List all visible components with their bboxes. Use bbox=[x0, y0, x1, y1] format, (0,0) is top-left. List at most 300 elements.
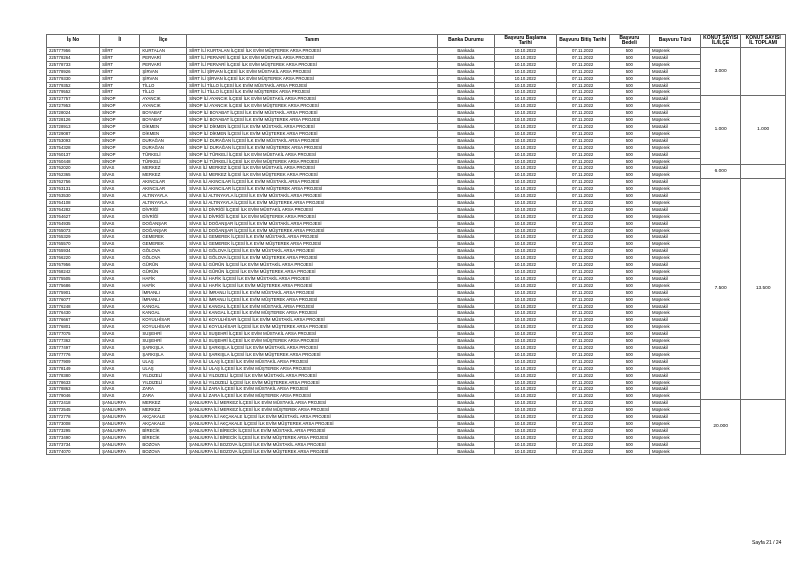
cell-il: SİNOP bbox=[100, 110, 140, 117]
cell-baslama-tarihi: 10.10.2022 bbox=[495, 199, 557, 206]
cell-tanim: SİVAS İLİ ŞARKIŞLA İLÇESİ İLK EVİM MÜSTAKİL ARSA PROJESİ bbox=[187, 344, 438, 351]
cell-is-no: 225760137 bbox=[47, 151, 100, 158]
konut-sayisi-il-toplami: 1.000 bbox=[741, 96, 786, 165]
cell-is-no: 225765934 bbox=[47, 248, 100, 255]
cell-basvuru-turu: Müşterek bbox=[650, 282, 701, 289]
cell-banka-durumu: Bankada bbox=[437, 427, 494, 434]
cell-banka-durumu: Bankada bbox=[437, 68, 494, 75]
cell-il: SİVAS bbox=[100, 303, 140, 310]
cell-is-no: 225776248 bbox=[47, 303, 100, 310]
cell-basvuru-bedeli: 500 bbox=[609, 324, 649, 331]
cell-banka-durumu: Bankada bbox=[437, 199, 494, 206]
cell-basvuru-turu: Müşterek bbox=[650, 324, 701, 331]
cell-il: SİNOP bbox=[100, 103, 140, 110]
table-row bbox=[47, 199, 786, 206]
cell-ilce: MERKEZ bbox=[140, 400, 187, 407]
table-row bbox=[47, 296, 786, 303]
table-row bbox=[47, 420, 786, 427]
cell-baslama-tarihi: 10.10.2022 bbox=[495, 96, 557, 103]
cell-ilce: DİKMEN bbox=[140, 130, 187, 137]
cell-ilce: PERVARİ bbox=[140, 61, 187, 68]
cell-ilce: BOYABAT bbox=[140, 110, 187, 117]
table-row bbox=[47, 130, 786, 137]
cell-basvuru-turu: Müşterek bbox=[650, 338, 701, 345]
cell-bitis-tarihi: 07.11.2022 bbox=[556, 165, 609, 172]
cell-banka-durumu: Bankada bbox=[437, 248, 494, 255]
cell-tanim: SİİRT İLİ ŞİRVAN İLÇESİ İLK EVİM MÜSTAKİL ARSA PROJESİ bbox=[187, 68, 438, 75]
cell-banka-durumu: Bankada bbox=[437, 310, 494, 317]
table-row bbox=[47, 75, 786, 82]
cell-il: ŞANLIURFA bbox=[100, 420, 140, 427]
cell-basvuru-turu: Müstakil bbox=[650, 262, 701, 269]
ilk-evim-arsa-table bbox=[46, 34, 786, 455]
table-row bbox=[47, 96, 786, 103]
cell-basvuru-turu: Müstakil bbox=[650, 386, 701, 393]
cell-basvuru-bedeli: 500 bbox=[609, 344, 649, 351]
cell-bitis-tarihi: 07.11.2022 bbox=[556, 54, 609, 61]
cell-il: SİİRT bbox=[100, 82, 140, 89]
table-row bbox=[47, 186, 786, 193]
cell-is-no: 225728126 bbox=[47, 117, 100, 124]
cell-ilce: GEMEREK bbox=[140, 234, 187, 241]
cell-basvuru-bedeli: 500 bbox=[609, 61, 649, 68]
cell-basvuru-bedeli: 500 bbox=[609, 427, 649, 434]
cell-baslama-tarihi: 10.10.2022 bbox=[495, 227, 557, 234]
cell-is-no: 225762756 bbox=[47, 179, 100, 186]
cell-basvuru-bedeli: 500 bbox=[609, 386, 649, 393]
cell-bitis-tarihi: 07.11.2022 bbox=[556, 282, 609, 289]
cell-baslama-tarihi: 10.10.2022 bbox=[495, 351, 557, 358]
table-row bbox=[47, 338, 786, 345]
cell-tanim: SİVAS İLİ MERKEZ İLÇESİ İLK EVİM MÜSTAKİL ARSA PROJESİ bbox=[187, 165, 438, 172]
cell-bitis-tarihi: 07.11.2022 bbox=[556, 296, 609, 303]
cell-tanim: SİVAS İLİ YILDIZELİ İLÇESİ İLK EVİM MÜŞTEREK ARSA PROJESİ bbox=[187, 379, 438, 386]
cell-il: SİİRT bbox=[100, 54, 140, 61]
table-row bbox=[47, 144, 786, 151]
cell-basvuru-bedeli: 500 bbox=[609, 172, 649, 179]
cell-baslama-tarihi: 10.10.2022 bbox=[495, 75, 557, 82]
cell-is-no: 225774070 bbox=[47, 448, 100, 455]
cell-is-no: 225776667 bbox=[47, 317, 100, 324]
cell-basvuru-turu: Müşterek bbox=[650, 351, 701, 358]
table-row bbox=[47, 414, 786, 421]
cell-baslama-tarihi: 10.10.2022 bbox=[495, 434, 557, 441]
cell-bitis-tarihi: 07.11.2022 bbox=[556, 186, 609, 193]
cell-basvuru-bedeli: 500 bbox=[609, 400, 649, 407]
cell-basvuru-bedeli: 500 bbox=[609, 282, 649, 289]
cell-baslama-tarihi: 10.10.2022 bbox=[495, 193, 557, 200]
cell-basvuru-bedeli: 500 bbox=[609, 186, 649, 193]
cell-bitis-tarihi: 07.11.2022 bbox=[556, 338, 609, 345]
cell-tanim: SİİRT İLİ PERVARİ İLÇESİ İLK EVİM MÜŞTEREK ARSA PROJESİ bbox=[187, 61, 438, 68]
cell-basvuru-turu: Müşterek bbox=[650, 61, 701, 68]
cell-ilce: KANGAL bbox=[140, 303, 187, 310]
cell-baslama-tarihi: 10.10.2022 bbox=[495, 400, 557, 407]
cell-banka-durumu: Bankada bbox=[437, 365, 494, 372]
cell-ilce: DURAĞAN bbox=[140, 137, 187, 144]
cell-banka-durumu: Bankada bbox=[437, 386, 494, 393]
cell-il: ŞANLIURFA bbox=[100, 427, 140, 434]
cell-banka-durumu: Bankada bbox=[437, 282, 494, 289]
cell-il: SİVAS bbox=[100, 317, 140, 324]
table-row bbox=[47, 324, 786, 331]
cell-basvuru-turu: Müşterek bbox=[650, 89, 701, 96]
cell-baslama-tarihi: 10.10.2022 bbox=[495, 241, 557, 248]
cell-ilce: TÜRKELİ bbox=[140, 158, 187, 165]
cell-ilce: SUŞEHRİ bbox=[140, 331, 187, 338]
cell-tanim: SİVAS İLİ ALTINYAYLA İLÇESİ İLK EVİM MÜŞTEREK ARSA PROJESİ bbox=[187, 199, 438, 206]
konut-sayisi-il-toplami bbox=[741, 165, 786, 179]
cell-banka-durumu: Bankada bbox=[437, 48, 494, 55]
cell-tanim: ŞANLIURFA İLİ BİRECİK İLÇESİ İLK EVİM MÜSTAKİL ARSA PROJESİ bbox=[187, 427, 438, 434]
cell-basvuru-turu: Müşterek bbox=[650, 103, 701, 110]
table-row bbox=[47, 393, 786, 400]
cell-ilce: KOYULHİSAR bbox=[140, 324, 187, 331]
cell-tanim: SİVAS İLİ DOĞANŞAR İLÇESİ İLK EVİM MÜSTAKİL ARSA PROJESİ bbox=[187, 220, 438, 227]
table-row bbox=[47, 179, 786, 186]
cell-basvuru-bedeli: 500 bbox=[609, 358, 649, 365]
cell-baslama-tarihi: 10.10.2022 bbox=[495, 331, 557, 338]
cell-basvuru-turu: Müşterek bbox=[650, 379, 701, 386]
cell-baslama-tarihi: 10.10.2022 bbox=[495, 220, 557, 227]
cell-is-no: 225776077 bbox=[47, 296, 100, 303]
cell-is-no: 225764282 bbox=[47, 206, 100, 213]
cell-banka-durumu: Bankada bbox=[437, 372, 494, 379]
cell-bitis-tarihi: 07.11.2022 bbox=[556, 331, 609, 338]
cell-il: SİVAS bbox=[100, 351, 140, 358]
cell-tanim: SİİRT İLİ KURTALAN İLÇESİ İLK EVİM MÜŞTEREK ARSA PROJESİ bbox=[187, 48, 438, 55]
cell-il: SİİRT bbox=[100, 68, 140, 75]
cell-is-no: 225779046 bbox=[47, 393, 100, 400]
cell-ilce: AKINCILAR bbox=[140, 186, 187, 193]
col-basvuru-bedeli: Başvuru Bedeli bbox=[609, 35, 649, 48]
cell-il: SİVAS bbox=[100, 338, 140, 345]
cell-basvuru-turu: Müşterek bbox=[650, 186, 701, 193]
cell-basvuru-bedeli: 500 bbox=[609, 414, 649, 421]
table-row bbox=[47, 275, 786, 282]
cell-basvuru-bedeli: 500 bbox=[609, 110, 649, 117]
cell-il: SİVAS bbox=[100, 296, 140, 303]
cell-ilce: İMRANLI bbox=[140, 289, 187, 296]
table-row bbox=[47, 310, 786, 317]
cell-basvuru-turu: Müstakil bbox=[650, 414, 701, 421]
cell-is-no: 225777497 bbox=[47, 344, 100, 351]
cell-baslama-tarihi: 10.10.2022 bbox=[495, 414, 557, 421]
cell-baslama-tarihi: 10.10.2022 bbox=[495, 123, 557, 130]
cell-is-no: 225778926 bbox=[47, 68, 100, 75]
cell-il: SİVAS bbox=[100, 193, 140, 200]
cell-is-no: 225754328 bbox=[47, 144, 100, 151]
cell-baslama-tarihi: 10.10.2022 bbox=[495, 89, 557, 96]
konut-sayisi-ilce: 1.000 bbox=[700, 96, 740, 165]
cell-il: SİVAS bbox=[100, 358, 140, 365]
cell-banka-durumu: Bankada bbox=[437, 220, 494, 227]
cell-il: SİVAS bbox=[100, 379, 140, 386]
cell-basvuru-bedeli: 500 bbox=[609, 68, 649, 75]
cell-banka-durumu: Bankada bbox=[437, 227, 494, 234]
cell-basvuru-bedeli: 500 bbox=[609, 137, 649, 144]
cell-basvuru-bedeli: 500 bbox=[609, 103, 649, 110]
cell-basvuru-bedeli: 500 bbox=[609, 448, 649, 455]
cell-is-no: 225778733 bbox=[47, 61, 100, 68]
cell-is-no: 225764108 bbox=[47, 199, 100, 206]
cell-ilce: TİLLO bbox=[140, 82, 187, 89]
cell-tanim: SİVAS İLİ ZARA İLÇESİ İLK EVİM MÜSTAKİL ARSA PROJESİ bbox=[187, 386, 438, 393]
table-row bbox=[47, 241, 786, 248]
cell-basvuru-turu: Müşterek bbox=[650, 75, 701, 82]
cell-tanim: ŞANLIURFA İLİ AKÇAKALE İLÇESİ İLK EVİM MÜŞTEREK ARSA PROJESİ bbox=[187, 420, 438, 427]
cell-bitis-tarihi: 07.11.2022 bbox=[556, 123, 609, 130]
table-row bbox=[47, 172, 786, 179]
cell-baslama-tarihi: 10.10.2022 bbox=[495, 386, 557, 393]
cell-il: SİİRT bbox=[100, 61, 140, 68]
cell-tanim: ŞANLIURFA İLİ AKÇAKALE İLÇESİ İLK EVİM MÜSTAKİL ARSA PROJESİ bbox=[187, 414, 438, 421]
cell-tanim: SİNOP İLİ AYANCIK İLÇESİ İLK EVİM MÜSTAKİL ARSA PROJESİ bbox=[187, 96, 438, 103]
table-row bbox=[47, 441, 786, 448]
cell-basvuru-turu: Müstakil bbox=[650, 427, 701, 434]
cell-is-no: 225764935 bbox=[47, 220, 100, 227]
table-row bbox=[47, 407, 786, 414]
cell-baslama-tarihi: 10.10.2022 bbox=[495, 130, 557, 137]
cell-il: SİVAS bbox=[100, 331, 140, 338]
cell-is-no: 225775505 bbox=[47, 275, 100, 282]
cell-ilce: TİLLO bbox=[140, 89, 187, 96]
cell-basvuru-turu: Müstakil bbox=[650, 400, 701, 407]
cell-basvuru-turu: Müşterek bbox=[650, 393, 701, 400]
table-row bbox=[47, 386, 786, 393]
cell-banka-durumu: Bankada bbox=[437, 379, 494, 386]
cell-tanim: SİNOP İLİ DİKMEN İLÇESİ İLK EVİM MÜSTAKİL ARSA PROJESİ bbox=[187, 123, 438, 130]
cell-baslama-tarihi: 10.10.2022 bbox=[495, 213, 557, 220]
cell-bitis-tarihi: 07.11.2022 bbox=[556, 420, 609, 427]
cell-ilce: YILDIZELİ bbox=[140, 379, 187, 386]
col-konut-sayisi-ilce: KONUT SAYISI İL/İLÇE bbox=[700, 35, 740, 48]
cell-is-no: 225765570 bbox=[47, 241, 100, 248]
cell-baslama-tarihi: 10.10.2022 bbox=[495, 372, 557, 379]
cell-tanim: SİVAS İLİ GÜRÜN İLÇESİ İLK EVİM MÜSTAKİL ARSA PROJESİ bbox=[187, 262, 438, 269]
cell-il: SİVAS bbox=[100, 227, 140, 234]
cell-bitis-tarihi: 07.11.2022 bbox=[556, 68, 609, 75]
table-row bbox=[47, 331, 786, 338]
cell-baslama-tarihi: 10.10.2022 bbox=[495, 324, 557, 331]
cell-baslama-tarihi: 10.10.2022 bbox=[495, 269, 557, 276]
cell-banka-durumu: Bankada bbox=[437, 358, 494, 365]
cell-banka-durumu: Bankada bbox=[437, 275, 494, 282]
cell-bitis-tarihi: 07.11.2022 bbox=[556, 324, 609, 331]
col-banka-durumu: Banka Durumu bbox=[437, 35, 494, 48]
cell-basvuru-turu: Müstakil bbox=[650, 289, 701, 296]
cell-basvuru-bedeli: 500 bbox=[609, 96, 649, 103]
cell-tanim: SİVAS İLİ DOĞANŞAR İLÇESİ İLK EVİM MÜŞTEREK ARSA PROJESİ bbox=[187, 227, 438, 234]
cell-basvuru-bedeli: 500 bbox=[609, 117, 649, 124]
cell-banka-durumu: Bankada bbox=[437, 393, 494, 400]
table-row bbox=[47, 269, 786, 276]
cell-is-no: 225776801 bbox=[47, 324, 100, 331]
konut-sayisi-il-toplami: 13.500 bbox=[741, 179, 786, 400]
cell-bitis-tarihi: 07.11.2022 bbox=[556, 75, 609, 82]
cell-bitis-tarihi: 07.11.2022 bbox=[556, 82, 609, 89]
cell-is-no: 225753093 bbox=[47, 137, 100, 144]
cell-basvuru-turu: Müşterek bbox=[650, 365, 701, 372]
cell-basvuru-bedeli: 500 bbox=[609, 199, 649, 206]
cell-banka-durumu: Bankada bbox=[437, 193, 494, 200]
cell-basvuru-bedeli: 500 bbox=[609, 296, 649, 303]
table-row bbox=[47, 262, 786, 269]
cell-basvuru-turu: Müşterek bbox=[650, 117, 701, 124]
cell-baslama-tarihi: 10.10.2022 bbox=[495, 186, 557, 193]
cell-tanim: SİVAS İLİ İMRANLI İLÇESİ İLK EVİM MÜSTAKİL ARSA PROJESİ bbox=[187, 289, 438, 296]
cell-basvuru-turu: Müstakil bbox=[650, 110, 701, 117]
cell-tanim: SİNOP İLİ DURAĞAN İLÇESİ İLK EVİM MÜŞTEREK ARSA PROJESİ bbox=[187, 144, 438, 151]
cell-banka-durumu: Bankada bbox=[437, 241, 494, 248]
cell-basvuru-bedeli: 500 bbox=[609, 234, 649, 241]
table-row bbox=[47, 110, 786, 117]
cell-basvuru-bedeli: 500 bbox=[609, 158, 649, 165]
table-row bbox=[47, 282, 786, 289]
cell-il: SİVAS bbox=[100, 344, 140, 351]
cell-banka-durumu: Bankada bbox=[437, 351, 494, 358]
cell-ilce: DOĞANŞAR bbox=[140, 227, 187, 234]
cell-il: SİVAS bbox=[100, 165, 140, 172]
cell-is-no: 225777909 bbox=[47, 358, 100, 365]
cell-tanim: SİNOP İLİ TÜRKELİ İLÇESİ İLK EVİM MÜSTAKİL ARSA PROJESİ bbox=[187, 151, 438, 158]
cell-bitis-tarihi: 07.11.2022 bbox=[556, 172, 609, 179]
cell-bitis-tarihi: 07.11.2022 bbox=[556, 386, 609, 393]
table-row bbox=[47, 289, 786, 296]
cell-basvuru-turu: Müstakil bbox=[650, 206, 701, 213]
cell-tanim: SİNOP İLİ BOYABAT İLÇESİ İLK EVİM MÜSTAKİL ARSA PROJESİ bbox=[187, 110, 438, 117]
cell-il: SİNOP bbox=[100, 96, 140, 103]
table-row bbox=[47, 61, 786, 68]
cell-ilce: GÜRÜN bbox=[140, 269, 187, 276]
cell-tanim: SİVAS İLİ GEMEREK İLÇESİ İLK EVİM MÜSTAKİL ARSA PROJESİ bbox=[187, 234, 438, 241]
col-tanim: Tanım bbox=[187, 35, 438, 48]
cell-basvuru-turu: Müstakil bbox=[650, 248, 701, 255]
cell-basvuru-bedeli: 500 bbox=[609, 75, 649, 82]
cell-ilce: ZARA bbox=[140, 393, 187, 400]
cell-il: SİNOP bbox=[100, 151, 140, 158]
table-row bbox=[47, 137, 786, 144]
cell-ilce: DOĞANŞAR bbox=[140, 220, 187, 227]
cell-basvuru-turu: Müstakil bbox=[650, 441, 701, 448]
cell-basvuru-bedeli: 500 bbox=[609, 227, 649, 234]
cell-tanim: SİVAS İLİ KANGAL İLÇESİ İLK EVİM MÜSTAKİL ARSA PROJESİ bbox=[187, 303, 438, 310]
table-row bbox=[47, 165, 786, 172]
cell-il: SİVAS bbox=[100, 206, 140, 213]
cell-baslama-tarihi: 10.10.2022 bbox=[495, 393, 557, 400]
cell-il: SİVAS bbox=[100, 386, 140, 393]
cell-bitis-tarihi: 07.11.2022 bbox=[556, 227, 609, 234]
cell-bitis-tarihi: 07.11.2022 bbox=[556, 199, 609, 206]
cell-ilce: ALTINYAYLA bbox=[140, 199, 187, 206]
cell-is-no: 225766220 bbox=[47, 255, 100, 262]
cell-is-no: 225778633 bbox=[47, 379, 100, 386]
table-row bbox=[47, 123, 786, 130]
cell-basvuru-bedeli: 500 bbox=[609, 82, 649, 89]
cell-banka-durumu: Bankada bbox=[437, 338, 494, 345]
cell-il: SİNOP bbox=[100, 117, 140, 124]
cell-basvuru-turu: Müşterek bbox=[650, 130, 701, 137]
cell-ilce: ULAŞ bbox=[140, 365, 187, 372]
cell-banka-durumu: Bankada bbox=[437, 331, 494, 338]
cell-bitis-tarihi: 07.11.2022 bbox=[556, 289, 609, 296]
cell-bitis-tarihi: 07.11.2022 bbox=[556, 96, 609, 103]
cell-basvuru-turu: Müstakil bbox=[650, 137, 701, 144]
page-number: Sayfa 21 / 24 bbox=[752, 540, 782, 546]
cell-is-no: 225765073 bbox=[47, 227, 100, 234]
cell-baslama-tarihi: 10.10.2022 bbox=[495, 110, 557, 117]
col-konut-sayisi-il: KONUT SAYISI İL TOPLAMI bbox=[741, 35, 786, 48]
cell-baslama-tarihi: 10.10.2022 bbox=[495, 151, 557, 158]
cell-is-no: 225778863 bbox=[47, 386, 100, 393]
table-row bbox=[47, 54, 786, 61]
cell-banka-durumu: Bankada bbox=[437, 303, 494, 310]
cell-tanim: SİVAS İLİ GÖLOVA İLÇESİ İLK EVİM MÜŞTEREK ARSA PROJESİ bbox=[187, 255, 438, 262]
cell-basvuru-turu: Müstakil bbox=[650, 220, 701, 227]
cell-ilce: ŞARKIŞLA bbox=[140, 351, 187, 358]
cell-tanim: SİVAS İLİ SUŞEHRİ İLÇESİ İLK EVİM MÜSTAKİL ARSA PROJESİ bbox=[187, 331, 438, 338]
cell-ilce: ŞİRVAN bbox=[140, 75, 187, 82]
table-row bbox=[47, 400, 786, 407]
cell-banka-durumu: Bankada bbox=[437, 54, 494, 61]
cell-il: SİVAS bbox=[100, 172, 140, 179]
cell-bitis-tarihi: 07.11.2022 bbox=[556, 351, 609, 358]
cell-tanim: SİVAS İLİ ŞARKIŞLA İLÇESİ İLK EVİM MÜŞTEREK ARSA PROJESİ bbox=[187, 351, 438, 358]
cell-ilce: AYANCIK bbox=[140, 96, 187, 103]
cell-baslama-tarihi: 10.10.2022 bbox=[495, 137, 557, 144]
cell-basvuru-bedeli: 500 bbox=[609, 165, 649, 172]
cell-banka-durumu: Bankada bbox=[437, 344, 494, 351]
cell-tanim: SİVAS İLİ DİVRİĞİ İLÇESİ İLK EVİM MÜSTAKİL ARSA PROJESİ bbox=[187, 206, 438, 213]
cell-basvuru-bedeli: 500 bbox=[609, 193, 649, 200]
cell-baslama-tarihi: 10.10.2022 bbox=[495, 82, 557, 89]
cell-baslama-tarihi: 10.10.2022 bbox=[495, 420, 557, 427]
cell-ilce: GEMEREK bbox=[140, 241, 187, 248]
cell-basvuru-turu: Müşterek bbox=[650, 158, 701, 165]
cell-il: SİİRT bbox=[100, 48, 140, 55]
cell-bitis-tarihi: 07.11.2022 bbox=[556, 241, 609, 248]
table-row bbox=[47, 227, 786, 234]
cell-is-no: 225778149 bbox=[47, 365, 100, 372]
cell-basvuru-bedeli: 500 bbox=[609, 255, 649, 262]
cell-banka-durumu: Bankada bbox=[437, 61, 494, 68]
cell-is-no: 225762020 bbox=[47, 165, 100, 172]
cell-baslama-tarihi: 10.10.2022 bbox=[495, 344, 557, 351]
cell-basvuru-bedeli: 500 bbox=[609, 123, 649, 130]
cell-baslama-tarihi: 10.10.2022 bbox=[495, 407, 557, 414]
cell-tanim: SİVAS İLİ ULAŞ İLÇESİ İLK EVİM MÜŞTEREK ARSA PROJESİ bbox=[187, 365, 438, 372]
cell-is-no: 225773008 bbox=[47, 420, 100, 427]
table-row bbox=[47, 234, 786, 241]
cell-il: SİNOP bbox=[100, 158, 140, 165]
cell-banka-durumu: Bankada bbox=[437, 144, 494, 151]
cell-banka-durumu: Bankada bbox=[437, 158, 494, 165]
cell-is-no: 225778264 bbox=[47, 54, 100, 61]
cell-basvuru-bedeli: 500 bbox=[609, 434, 649, 441]
cell-il: SİVAS bbox=[100, 234, 140, 241]
cell-il: ŞANLIURFA bbox=[100, 434, 140, 441]
cell-baslama-tarihi: 10.10.2022 bbox=[495, 117, 557, 124]
cell-basvuru-turu: Müstakil bbox=[650, 234, 701, 241]
cell-basvuru-bedeli: 500 bbox=[609, 289, 649, 296]
cell-is-no: 225772418 bbox=[47, 400, 100, 407]
cell-bitis-tarihi: 07.11.2022 bbox=[556, 427, 609, 434]
table-row bbox=[47, 68, 786, 75]
cell-ilce: SUŞEHRİ bbox=[140, 338, 187, 345]
cell-basvuru-bedeli: 500 bbox=[609, 351, 649, 358]
cell-ilce: BİRECİK bbox=[140, 427, 187, 434]
table-row bbox=[47, 344, 786, 351]
